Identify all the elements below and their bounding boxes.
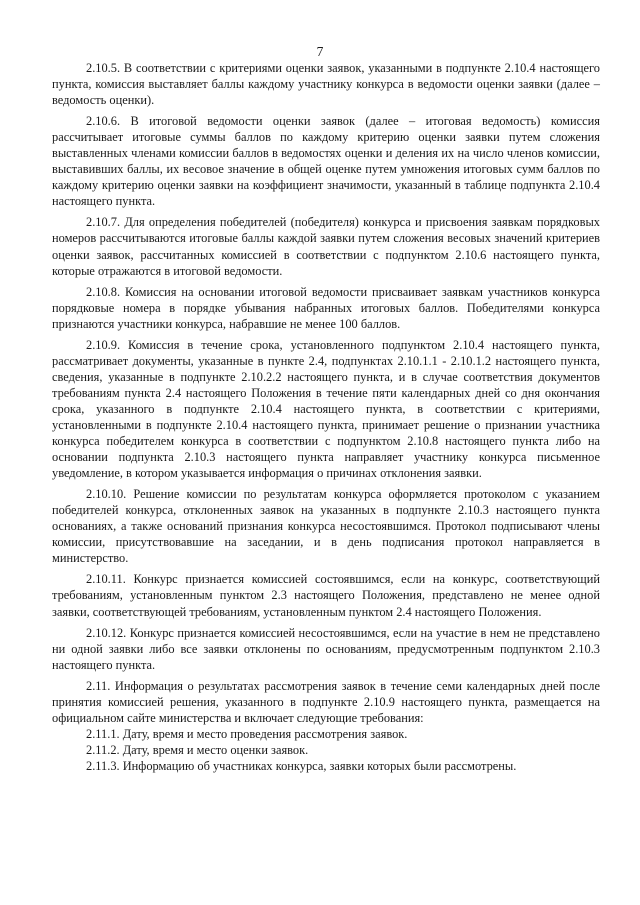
paragraph-2-10-5: 2.10.5. В соответствии с критериями оценки заявок, указанными в подпункте 2.10.4 настоящего пункта, комиссия выставляет баллы каждому участнику конкурса в ведомости оценки заявки (далее – ведомость оценки). xyxy=(52,61,600,108)
paragraph-2-11: 2.11. Информация о результатах рассмотрения заявок в течение семи календарных дней после принятия комиссией решения, указанного в подпункте 2.10.9 настоящего пункта, размещается на официальном сайте министерства и включает следующие требования: xyxy=(52,678,600,725)
paragraph-2-10-12: 2.10.12. Конкурс признается комиссией несостоявшимся, если на участие в нем не представлено ни одной заявки либо все заявки отклонены по основаниям, предусмотренным подпунктом 2.10.3 настоящего пункта. xyxy=(52,625,600,672)
paragraph-2-10-6: 2.10.6. В итоговой ведомости оценки заявок (далее – итоговая ведомость) комиссия рассчитывает итоговые суммы баллов по каждому критерию оценки заявки путем сложения выставленных членами комиссии баллов в ведомостях оценки и деления их на число членов комиссии, выставивших баллы, их весовое значение в общей оценке путем умножения итоговых сумм баллов по каждому критерию оценки заявки на коэффициент значимости, указанный в таблице подпункта 2.10.4 настоящего пункта. xyxy=(52,114,600,209)
paragraph-2-10-11: 2.10.11. Конкурс признается комиссией состоявшимся, если на конкурс, соответствующий требованиям, установленным пунктом 2.3 настоящего Положения, представлено не менее одной заявки, соответствующей требованиям, установленным пунктом 2.4 настоящего Положения. xyxy=(52,572,600,619)
paragraph-2-10-10: 2.10.10. Решение комиссии по результатам конкурса оформляется протоколом с указанием победителей конкурса, отклоненных заявок на указанных в подпункте 2.10.3 настоящего пункта основаниях, а также оснований признания конкурса несостоявшимся. Протокол подписывают члены комиссии, присутствовавшие на заседании, и в день подписания протокол направляется в министерство. xyxy=(52,487,600,566)
paragraph-2-10-8: 2.10.8. Комиссия на основании итоговой ведомости присваивает заявкам участников конкурса порядковые номера в порядке убывания набранных итоговых баллов. Победителями конкурса признаются участники конкурса, набравшие не менее 100 баллов. xyxy=(52,284,600,331)
paragraph-2-10-7: 2.10.7. Для определения победителей (победителя) конкурса и присвоения заявкам порядковых номеров рассчитываются итоговые баллы каждой заявки путем сложения весовых значений критериев оценки заявок, рассчитанных комиссией в соответствии с подпунктом 2.10.6 настоящего пункта, которые отражаются в итоговой ведомости. xyxy=(52,215,600,278)
paragraph-2-11-3: 2.11.3. Информацию об участниках конкурса, заявки которых были рассмотрены. xyxy=(86,758,517,773)
paragraph-2-11-1: 2.11.1. Дату, время и место проведения рассмотрения заявок. xyxy=(86,726,408,741)
paragraph-2-10-9: 2.10.9. Комиссия в течение срока, установленного подпунктом 2.10.4 настоящего пункта, рассматривает документы, указанные в пункте 2.4, подпунктах 2.10.1.1 - 2.10.1.2 настоящего пункта, сведения, указанные в подпункте 2.10.2.2 настоящего пункта, и в случае соответствия документов требованиям пункта 2.4 настоящего Положения в течение пяти календарных дней со дня окончания срока, указанного в подпункте 2.10.4 настоящего пункта, в соответствии с критериями, установленными в подпункте 2.10.4 настоящего пункта, принимает решение о признании участника конкурса победителем конкурса в соответствии с подпунктом 2.10.8 настоящего пункта либо на основании подпункта 2.10.3 настоящего пункта направляет участнику конкурса письменное уведомление, в котором указывается информация о причинах отклонения заявки. xyxy=(52,337,600,481)
page-number: 7 xyxy=(316,44,324,59)
document-body xyxy=(52,60,600,774)
paragraph-2-11-2: 2.11.2. Дату, время и место оценки заявок. xyxy=(86,742,309,757)
